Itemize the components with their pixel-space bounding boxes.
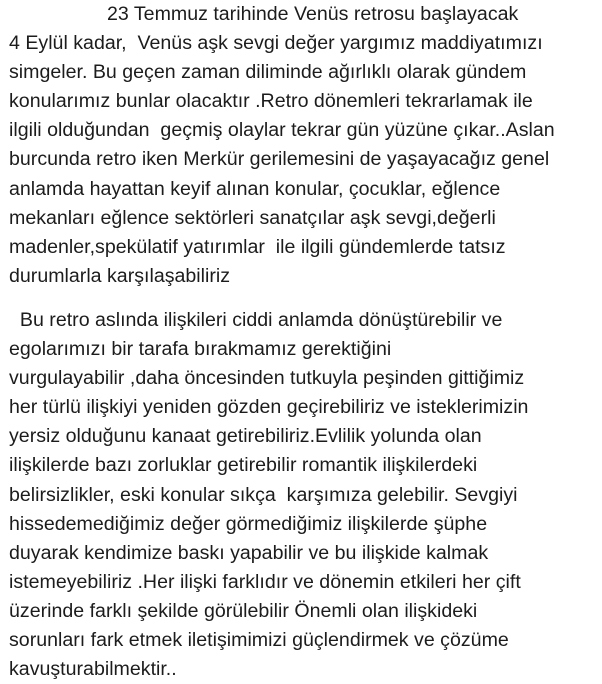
text-line: 4 Eylül kadar, Venüs aşk sevgi değer yargımız maddiyatımızı [9,32,543,55]
text-line: üzerinde farklı şekilde görülebilir Önemli olan ilişkideki [9,599,478,622]
text-line: simgeler. Bu geçen zaman diliminde ağırlıklı olarak gündem [9,61,527,84]
text-line: burcunda retro iken Merkür gerilemesini de yaşayacağız genel [9,148,550,171]
text-line: duyarak kendimize baskı yapabilir ve bu ilişkide kalmak [9,541,489,564]
text-line: madenler,spekülatif yatırımlar ile ilgili gündemlerde tatsız [9,235,506,258]
text-line: mekanları eğlence sektörleri sanatçılar aşk sevgi,değerli [9,206,496,229]
text-line: belirsizlikler, eski konular sıkça karşımıza gelebilir. Sevgiyi [9,483,518,506]
text-line: kavuşturabilmektir.. [9,658,177,681]
text-line: vurgulayabilir ,daha öncesinden tutkuyla peşinden gittiğimiz [9,367,525,390]
text-line: istemeyebiliriz .Her ilişki farklıdır ve dönemin etkileri her çift [9,570,521,593]
text-line: Bu retro aslında ilişkileri ciddi anlamda dönüştürebilir ve [9,309,503,331]
text-line: ilgili olduğundan geçmiş olaylar tekrar gün yüzüne çıkar..Aslan [9,119,555,142]
paragraph-relationships [9,306,528,684]
text-line: egolarımızı bir tarafa bırakmamız gerektiğini [9,338,392,361]
text-line: ilişkilerde bazı zorluklar getirebilir romantik ilişkilerdeki [9,454,478,477]
text-line: her türlü ilişkiyi yeniden gözden geçirebiliriz ve isteklerimizin [9,396,529,419]
text-line: hissedemediğimiz değer görmediğimiz ilişkilerde şüphe [9,512,488,535]
text-line: konularımız bunlar olacaktır .Retro dönemleri tekrarlamak ile [9,90,533,113]
text-line: 23 Temmuz tarihinde Venüs retrosu başlayacak [9,3,519,25]
text-line: anlamda hayattan keyif alınan konular, çocuklar, eğlence [9,177,501,200]
paragraph-venus-retro [9,0,555,291]
text-line: yersiz olduğunu kanaat getirebiliriz.Evlilik yolunda olan [9,425,482,448]
text-line: sorunları fark etmek iletişimimizi güçlendirmek ve çözüme [9,629,509,652]
text-line: durumlarla karşılaşabiliriz [9,264,231,287]
